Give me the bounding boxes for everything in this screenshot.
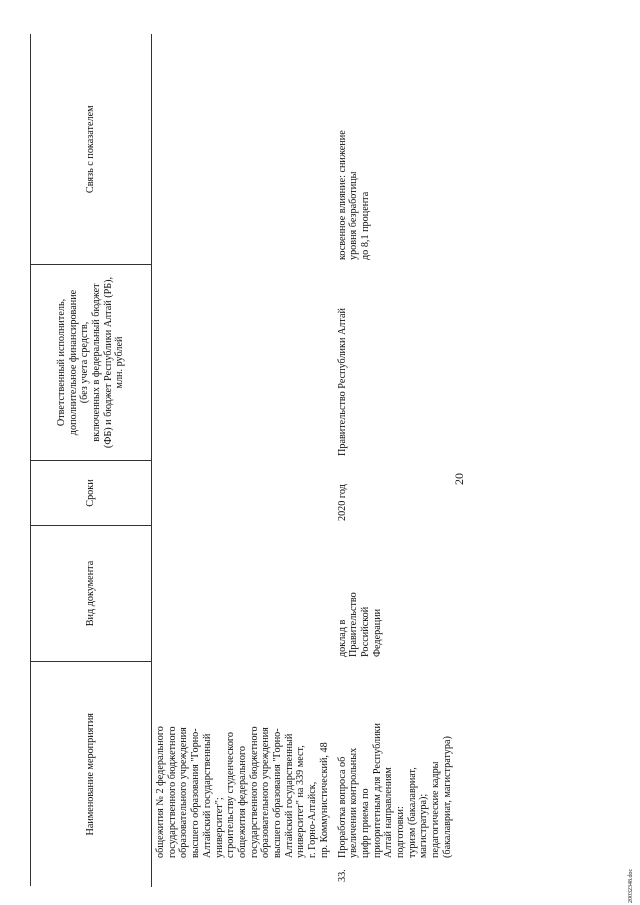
table-row-33	[334, 35, 457, 887]
row-number: 33.	[336, 869, 348, 882]
header-doc-type: Вид документа	[31, 526, 152, 662]
header-name: Наименование мероприятия	[31, 662, 152, 887]
header-link: Связь с показателем	[31, 35, 152, 265]
row33-doc-type-cell: доклад в Правительство Российской Федерации	[336, 592, 383, 657]
table-row-continuation	[152, 35, 334, 887]
row33-executor-cell: Правительство Республики Алтай	[336, 308, 348, 456]
header-executor: Ответственный исполнитель, дополнительное финансирование (без учета средств, включенных в федеральный бюджет (ФБ) и бюджет Республики Алтай (РБ), млн. рублей	[31, 265, 152, 461]
continuation-cell: общежития № 2 федерального государственного бюджетного образовательного учреждения высшего образования "Горно- Алтайский государственный университет"; строительству студенческого общежития федерального государственного бюджетного образовательного учреждения высшего образования "Горно- Алтайский государственный университет" на 339 мест, г. Горно-Алтайск, пр. Коммунистический, 48	[155, 726, 330, 858]
measures-table	[30, 35, 457, 888]
row33-terms-cell: 2020 год	[336, 484, 348, 521]
row33-link-cell: косвенное влияние: снижение уровня безработицы до 8,1 процента	[336, 130, 371, 260]
document-reference: 20032348.doc	[628, 868, 634, 903]
table-header-row	[31, 35, 152, 887]
row33-name-cell: 33.Проработка вопроса об увеличении контрольных цифр приема по приоритетным для Республики Алтай направлениям подготовки: туризм (бакалавриат, магистратура); педагогические кадры (бакалавриат, магистратура)	[336, 723, 453, 882]
header-terms: Сроки	[31, 461, 152, 526]
page-number: 20	[452, 473, 466, 485]
